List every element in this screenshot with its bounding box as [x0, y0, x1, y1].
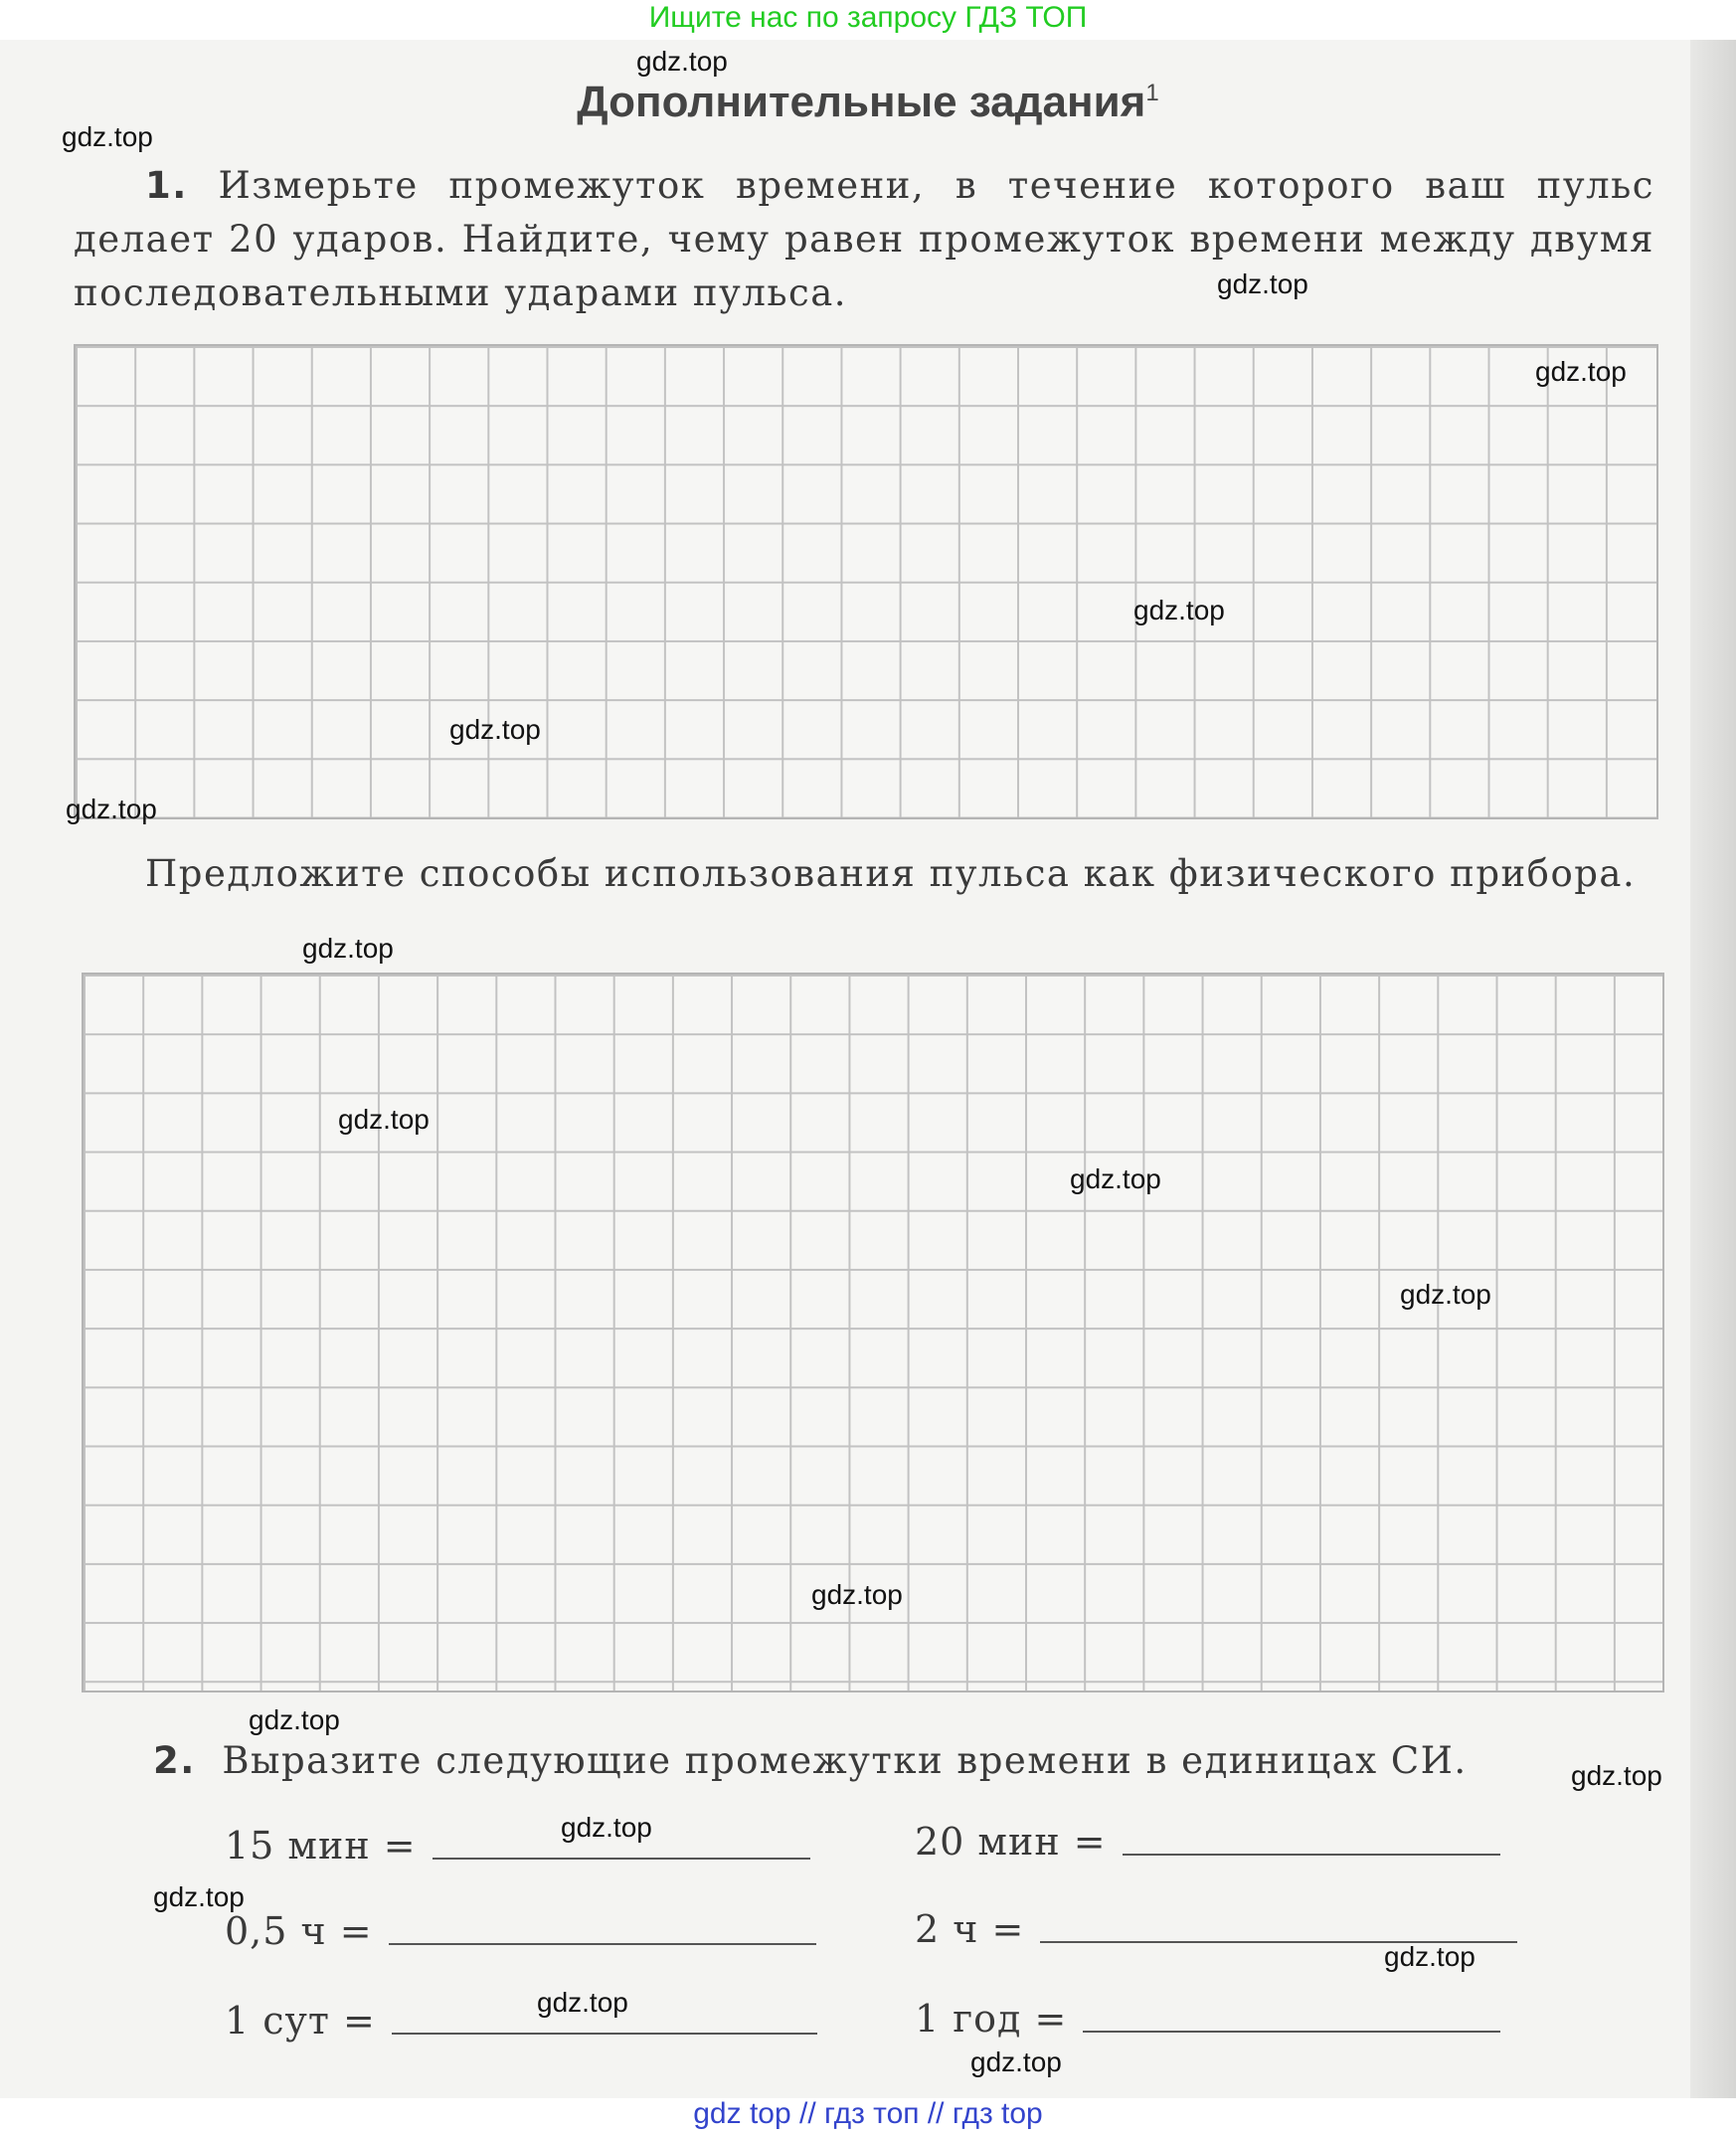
conversion-1day [225, 1999, 817, 2043]
watermark: gdz.top [66, 794, 157, 824]
watermark: gdz.top [62, 121, 153, 152]
task2-number: 2. [153, 1739, 196, 1782]
watermark: gdz.top [1571, 1760, 1662, 1791]
watermark: gdz.top [811, 1579, 903, 1610]
answer-blank[interactable] [433, 1857, 810, 1860]
top-banner[interactable]: Ищите нас по запросу ГДЗ ТОП [648, 1, 1088, 34]
answer-grid-1[interactable] [74, 344, 1658, 819]
conversion-half-hour [225, 1909, 816, 1953]
watermark: gdz.top [561, 1812, 652, 1843]
conversion-label: 20 мин = [915, 1820, 1107, 1864]
task1-question: Предложите способы использования пульса как физического прибора. [145, 852, 1637, 895]
conversion-label: 2 ч = [915, 1907, 1025, 1951]
conversion-label: 0,5 ч = [225, 1909, 373, 1953]
answer-blank[interactable] [1123, 1853, 1500, 1856]
bottom-banner[interactable]: gdz top // гдз топ // гдз top [693, 2097, 1043, 2130]
watermark: gdz.top [1217, 268, 1308, 299]
watermark: gdz.top [249, 1704, 340, 1735]
heading-text: Дополнительные задания [577, 78, 1146, 126]
watermark: gdz.top [537, 1987, 628, 2018]
conversion-15min [225, 1824, 810, 1868]
watermark: gdz.top [1535, 356, 1627, 387]
section-heading [0, 78, 1736, 127]
watermark: gdz.top [302, 933, 394, 964]
conversion-label: 1 сут = [225, 1999, 376, 2043]
watermark: gdz.top [970, 2047, 1062, 2077]
heading-footnote: 1 [1145, 80, 1159, 106]
answer-blank[interactable] [392, 2032, 817, 2035]
conversion-label: 15 мин = [225, 1824, 417, 1868]
task2-body: Выразите следующие промежутки времени в единицах СИ. [222, 1739, 1468, 1782]
watermark: gdz.top [1070, 1163, 1161, 1194]
answer-blank[interactable] [389, 1942, 816, 1945]
task1-text [74, 159, 1654, 320]
conversion-20min [915, 1820, 1500, 1864]
task1-number: 1. [145, 164, 188, 207]
conversion-label: 1 год = [915, 1997, 1068, 2041]
watermark: gdz.top [636, 46, 728, 77]
page-edge-shadow [1690, 40, 1736, 2098]
watermark: gdz.top [1133, 595, 1225, 625]
watermark: gdz.top [1400, 1279, 1491, 1310]
answer-blank[interactable] [1083, 2030, 1500, 2033]
watermark: gdz.top [449, 714, 541, 745]
watermark: gdz.top [153, 1881, 245, 1912]
task1-body: Измерьте промежуток времени, в течение которого ваш пульс делает 20 ударов. Найдите, чему равен промежуток времени между двумя последовательными ударами пульса. [74, 164, 1654, 314]
task2-text [153, 1734, 1645, 1788]
watermark: gdz.top [338, 1104, 430, 1135]
watermark: gdz.top [1384, 1941, 1476, 1972]
conversion-1year [915, 1997, 1500, 2041]
